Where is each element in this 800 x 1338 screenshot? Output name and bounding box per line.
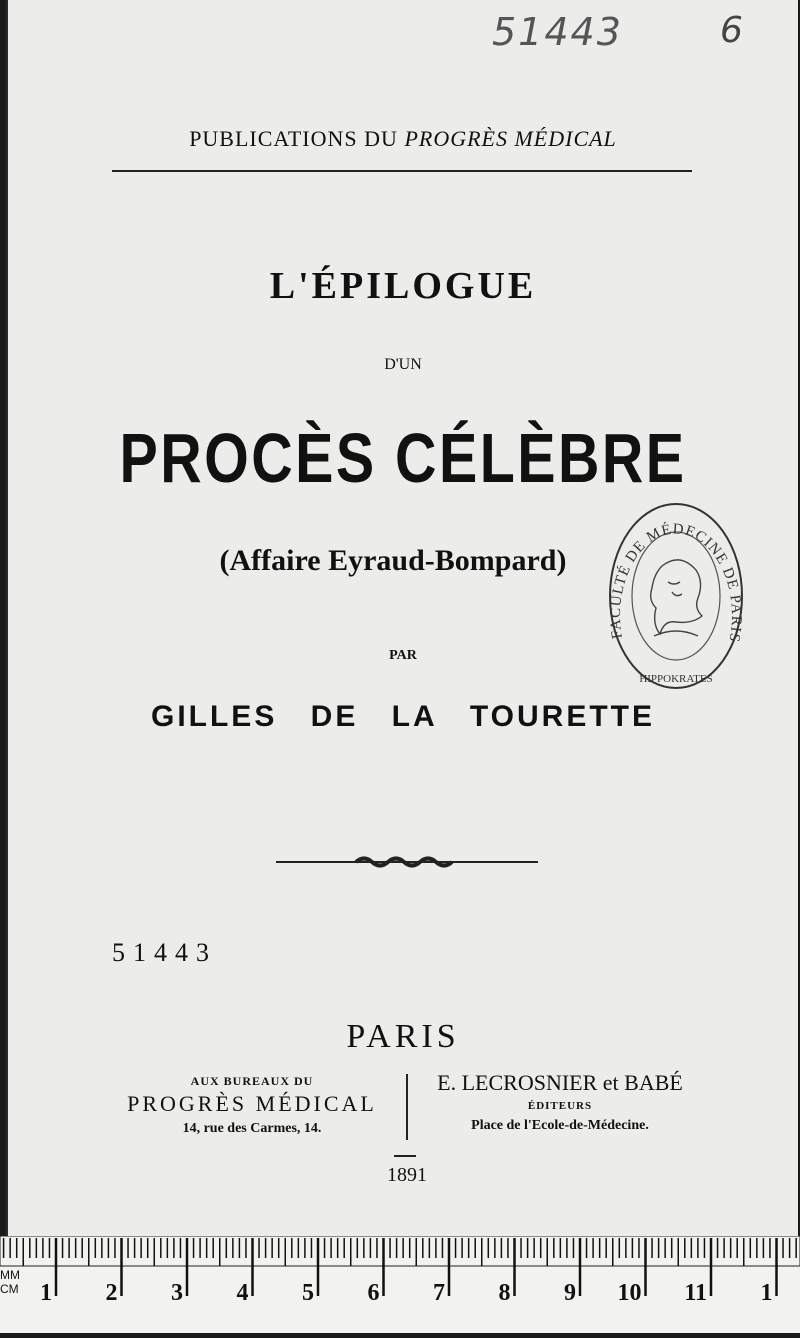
ruler-cm-label: 7 (433, 1280, 445, 1306)
ruler-cm-label: 1 (760, 1280, 773, 1306)
imprint-right-block (410, 1070, 710, 1134)
imprint-left-line1: AUX BUREAUX DU (190, 1074, 314, 1088)
ruler-band (0, 1236, 800, 1266)
handwritten-page-mark: 6 (720, 10, 743, 51)
hippocrates-bust-icon (651, 560, 702, 636)
ruler-cm-label: 6 (367, 1280, 380, 1306)
ruler-cm-label: 10 (617, 1280, 642, 1306)
ruler-cm-label: 1 (40, 1280, 52, 1306)
ruler-cm-label: 3 (171, 1280, 183, 1306)
imprint-right-line2: ÉDITEURS (527, 1100, 593, 1112)
header-rule (112, 170, 692, 172)
ruler-cm-label: 5 (302, 1280, 314, 1306)
series-prefix: PUBLICATIONS DU (189, 126, 398, 151)
accession-number: 51443 (112, 938, 217, 967)
stamp-text: FACULTÉ DE MÉDECINE DE PARIS (607, 521, 745, 644)
imprint-year: 1891 (387, 1164, 427, 1186)
svg-text:FACULTÉ DE MÉDECINE DE PARIS (608, 521, 744, 644)
byline-par: PAR (389, 648, 417, 663)
imprint-right-line3: Place de l'Ecole-de-Médecine. (471, 1118, 649, 1133)
handwritten-number: 51443 (492, 10, 623, 54)
imprint-left-line3: 14, rue des Carmes, 14. (182, 1121, 322, 1136)
scale-ruler (0, 1236, 800, 1333)
imprint-left-line2: PROGRÈS MÉDICAL (127, 1091, 377, 1116)
title-line-1: L'ÉPILOGUE (269, 265, 537, 307)
year-dash (394, 1155, 416, 1157)
imprint-left-block (104, 1074, 400, 1137)
ruler-ticks (0, 1236, 800, 1333)
title-page (6, 0, 798, 1236)
series-heading (8, 126, 798, 152)
library-stamp (602, 496, 750, 696)
ruler-unit-cm: CM (0, 1282, 19, 1296)
ruler-cm-label: 2 (105, 1280, 118, 1306)
ruler-unit-mm: MM (0, 1268, 20, 1282)
ornament-divider (276, 852, 538, 872)
ruler-cm-label: 9 (564, 1280, 576, 1306)
stamp-motto: HIPPOKRATES (639, 673, 713, 685)
title-line-3: PROCÈS CÉLÈBRE (119, 419, 687, 497)
subtitle: (Affaire Eyraud-Bompard) (219, 544, 567, 577)
title-line-2: D'UN (384, 356, 422, 373)
ruler-units (0, 1268, 20, 1296)
author-name: GILLES DE LA TOURETTE (150, 700, 655, 733)
imprint-city: PARIS (346, 1018, 460, 1055)
ruler-cm-label: 8 (498, 1280, 511, 1306)
imprint-right-line1: E. LECROSNIER et BABÉ (437, 1070, 683, 1095)
series-journal: PROGRÈS MÉDICAL (404, 126, 617, 151)
imprint-divider (406, 1074, 408, 1140)
ruler-cm-label: 11 (684, 1280, 707, 1306)
ruler-cm-label: 4 (236, 1280, 249, 1306)
